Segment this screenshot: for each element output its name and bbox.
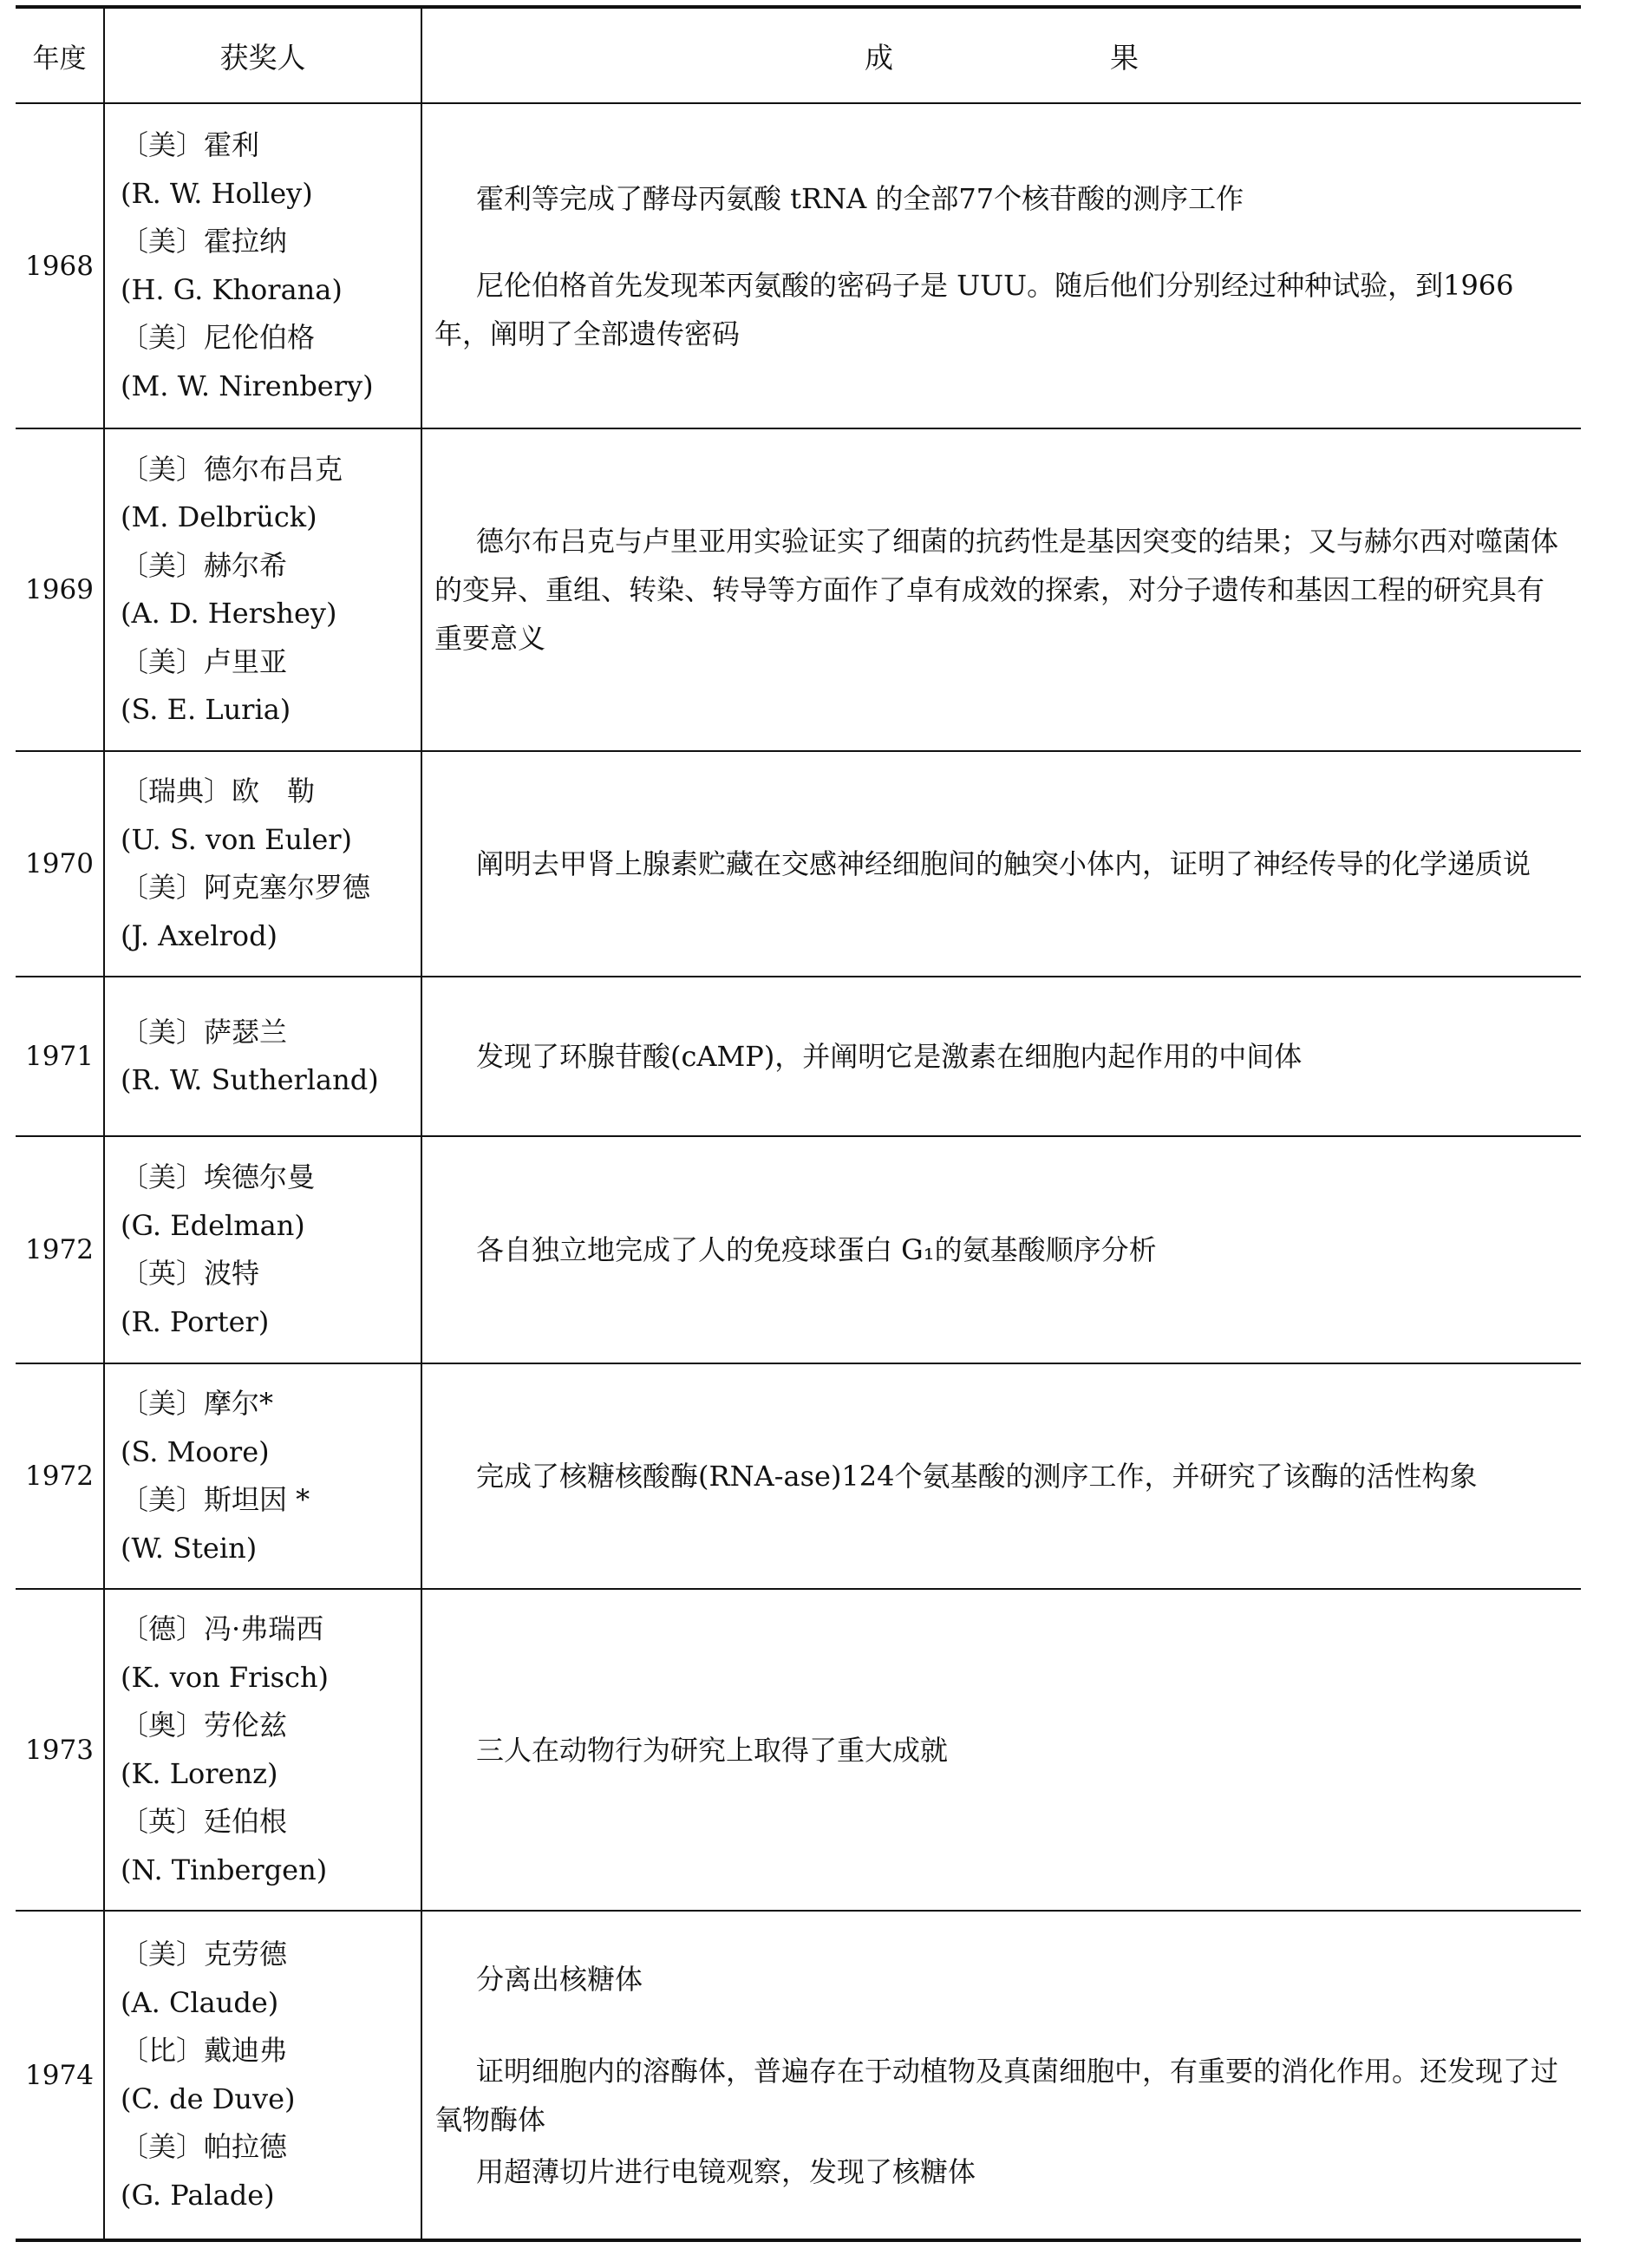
header-year: 年度 (16, 7, 104, 103)
winner-line: (N. Tinbergen) (121, 1853, 328, 1886)
winner-line: 〔美〕摩尔* (121, 1387, 274, 1420)
winner-cell (104, 1136, 421, 1363)
winner-line: 〔美〕帕拉德 (121, 2130, 288, 2163)
achievement-cell (421, 428, 1581, 751)
winner-cell (104, 1589, 421, 1911)
achievement-cell (421, 751, 1581, 977)
achievement-cell (421, 103, 1581, 428)
winner-line: (C. de Duve) (121, 2082, 296, 2115)
table-row (16, 1589, 1581, 1911)
year-cell: 1970 (16, 751, 104, 977)
winner-line: (M. W. Nirenbery) (121, 369, 374, 402)
winner-line: 〔美〕霍拉纳 (121, 225, 288, 258)
winner-line: (R. Porter) (121, 1304, 270, 1338)
table-header (16, 7, 1581, 103)
winner-line: (A. Claude) (121, 1985, 279, 2019)
winner-line: 〔德〕冯·弗瑞西 (121, 1612, 324, 1645)
achievement-cell (421, 1911, 1581, 2240)
achievement-cell (421, 1363, 1581, 1589)
achievement-text: 德尔布吕克与卢里亚用实验证实了细菌的抗药性是基因突变的结果；又与赫尔西对噬菌体的变异、重组、转染、转导等方面作了卓有成效的探索，对分子遗传和基因工程的研究具有重要意义 (434, 525, 1559, 655)
winner-line: 〔美〕卢里亚 (121, 644, 288, 678)
achievement-text: 霍利等完成了酵母丙氨酸 tRNA 的全部77个核苷酸的测序工作 (476, 181, 1244, 215)
winner-line: (M. Delbrück) (121, 500, 317, 533)
year-cell: 1971 (16, 977, 104, 1136)
winner-line: (G. Edelman) (121, 1208, 305, 1242)
winner-line: 〔英〕波特 (121, 1257, 260, 1290)
winner-line: 〔奥〕劳伦兹 (121, 1709, 288, 1742)
winner-line: 〔英〕廷伯根 (121, 1805, 288, 1838)
year-cell: 1972 (16, 1136, 104, 1363)
winner-cell (104, 977, 421, 1136)
table-row (16, 1136, 1581, 1363)
winner-cell (104, 1911, 421, 2240)
year-cell: 1973 (16, 1589, 104, 1911)
header-achievement-char-2: 果 (1110, 40, 1139, 75)
table-row (16, 751, 1581, 977)
achievement-text: 证明细胞内的溶酶体，普遍存在于动植物及真菌细胞中，有重要的消化作用。还发现了过氧物酶体 (434, 2054, 1559, 2136)
year-cell: 1974 (16, 1911, 104, 2240)
header-achievement-char-1: 成 (865, 40, 893, 75)
winner-line: (G. Palade) (121, 2178, 275, 2212)
winner-line: 〔美〕赫尔希 (121, 548, 288, 582)
winner-line: (K. von Frisch) (121, 1660, 330, 1694)
document-page (16, 5, 1581, 2242)
winner-cell (104, 428, 421, 751)
achievement-cell (421, 1136, 1581, 1363)
winner-line: (R. W. Sutherland) (121, 1063, 379, 1096)
year-cell: 1968 (16, 103, 104, 428)
achievement-cell (421, 977, 1581, 1136)
achievement-text: 完成了核糖核酸酶(RNA-ase)124个氨基酸的测序工作，并研究了该酶的活性构象 (476, 1460, 1478, 1493)
table-row (16, 1363, 1581, 1589)
winner-line: 〔美〕萨瑟兰 (121, 1015, 288, 1049)
table-row (16, 428, 1581, 751)
year-cell: 1969 (16, 428, 104, 751)
achievement-text: 各自独立地完成了人的免疫球蛋白 G₁的氨基酸顺序分析 (476, 1233, 1157, 1266)
winner-line: (S. E. Luria) (121, 693, 291, 726)
winner-line: (H. G. Khorana) (121, 272, 343, 306)
winner-line: (W. Stein) (121, 1531, 258, 1565)
achievement-text: 三人在动物行为研究上取得了重大成就 (476, 1733, 949, 1767)
winner-line: (A. D. Hershey) (121, 597, 337, 630)
achievement-text: 用超薄切片进行电镜观察，发现了核糖体 (476, 2154, 976, 2188)
achievement-text: 分离出核糖体 (476, 1962, 643, 1996)
achievement-text: 阐明去甲肾上腺素贮藏在交感神经细胞间的触突小体内，证明了神经传导的化学递质说 (476, 847, 1531, 880)
winner-line: 〔比〕戴迪弗 (121, 2034, 288, 2067)
winner-cell (104, 1363, 421, 1589)
winner-line: 〔美〕尼伦伯格 (121, 321, 316, 354)
winner-line: 〔瑞典〕欧 勒 (121, 775, 316, 807)
header-winner: 获奖人 (104, 7, 421, 103)
table-row (16, 1911, 1581, 2240)
winner-line: 〔美〕德尔布吕克 (121, 452, 343, 486)
winner-line: (J. Axelrod) (121, 918, 278, 952)
achievement-text: 发现了环腺苷酸(cAMP)，并阐明它是激素在细胞内起作用的中间体 (476, 1040, 1303, 1073)
nobel-prize-table (16, 5, 1581, 2242)
achievement-text: 尼伦伯格首先发现苯丙氨酸的密码子是 UUU。随后他们分别经过种种试验，到1966年，阐明了全部遗传密码 (434, 268, 1514, 350)
table-row (16, 977, 1581, 1136)
winner-line: (U. S. von Euler) (121, 822, 353, 856)
winner-cell (104, 103, 421, 428)
winner-line: 〔美〕斯坦因 * (121, 1483, 310, 1516)
achievement-cell (421, 1589, 1581, 1911)
table-row (16, 103, 1581, 428)
winner-line: (S. Moore) (121, 1435, 270, 1468)
year-cell: 1972 (16, 1363, 104, 1589)
header-achievement (421, 7, 1581, 103)
winner-line: 〔美〕克劳德 (121, 1938, 288, 1971)
winner-line: 〔美〕埃德尔曼 (121, 1160, 316, 1193)
winner-line: (K. Lorenz) (121, 1756, 278, 1790)
winner-line: (R. W. Holley) (121, 176, 313, 210)
winner-line: 〔美〕阿克塞尔罗德 (121, 871, 371, 904)
winner-cell (104, 751, 421, 977)
winner-line: 〔美〕霍利 (121, 128, 260, 161)
